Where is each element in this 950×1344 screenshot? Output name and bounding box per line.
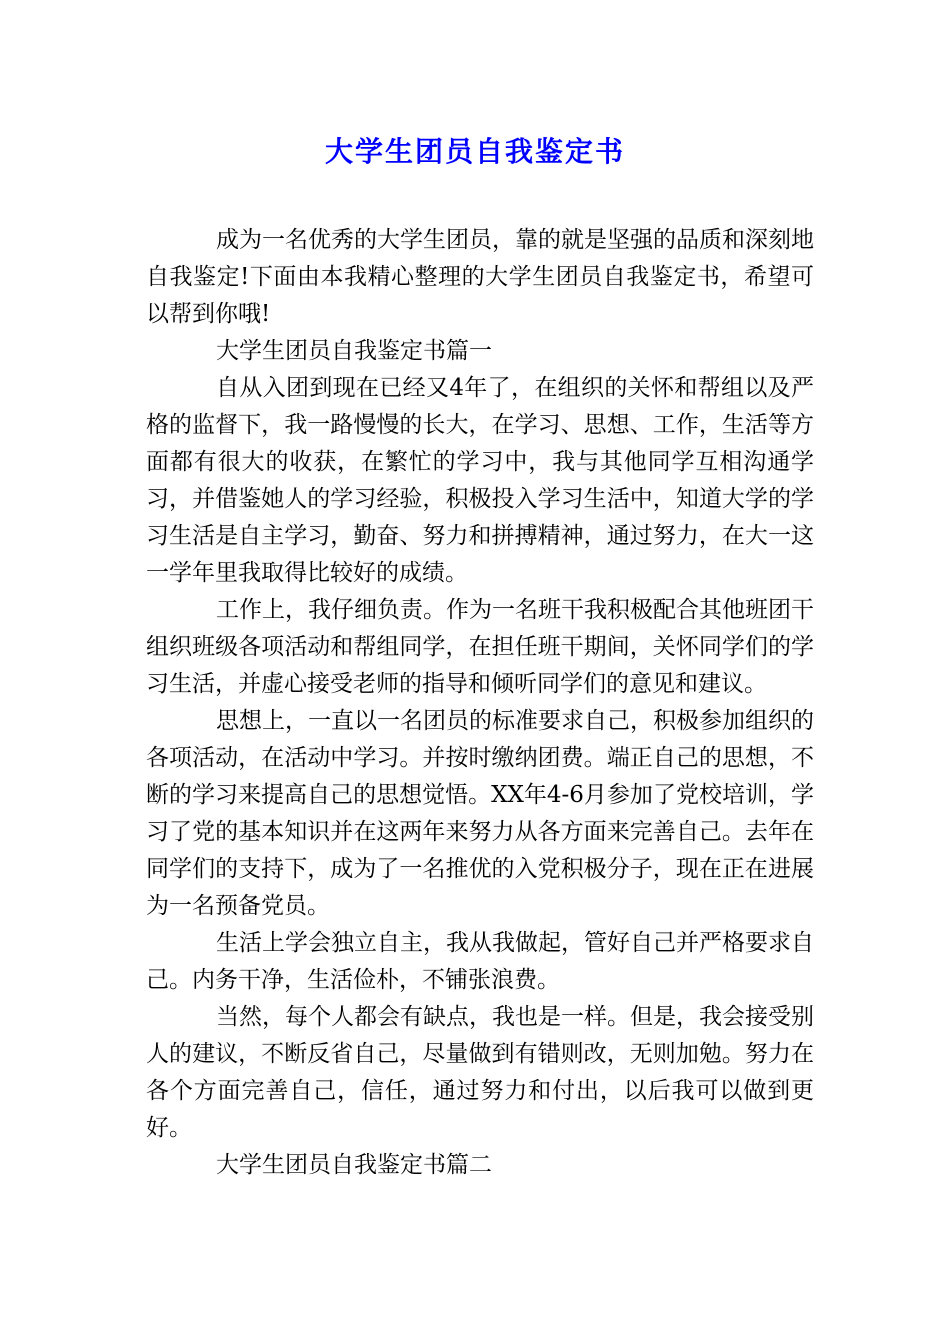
section-heading-1: 大学生团员自我鉴定书篇一 <box>216 338 492 364</box>
paragraph-study: 自从入团到现在已经又4年了，在组织的关怀和帮组以及严格的监督下，我一路慢慢的长大，在学习、思想、工作，生活等方面都有很大的收获，在繁忙的学习中，我与其他同学互相沟通学习，并借鉴她人的学习经验，积极投入学习生活中，知道大学的学习生活是自主学习，勤奋、努力和拼搏精神，通过努力，在大一这一学年里我取得比较好的成绩。 <box>146 375 814 586</box>
section-heading-2: 大学生团员自我鉴定书篇二 <box>216 1152 492 1178</box>
paragraph-life: 生活上学会独立自主，我从我做起，管好自己并严格要求自己。内务干净，生活俭朴，不铺张浪费。 <box>146 930 814 993</box>
paragraph-work: 工作上，我仔细负责。作为一名班干我积极配合其他班团干组织班级各项活动和帮组同学，在担任班干期间，关怀同学们的学习生活，并虚心接受老师的指导和倾听同学们的意见和建议。 <box>146 597 814 697</box>
paragraph-intro: 成为一名优秀的大学生团员，靠的就是坚强的品质和深刻地自我鉴定!下面由本我精心整理的大学生团员自我鉴定书，希望可以帮到你哦! <box>146 227 814 327</box>
paragraph-thought: 思想上，一直以一名团员的标准要求自己，积极参加组织的各项活动，在活动中学习。并按时缴纳团费。端正自己的思想，不断的学习来提高自己的思想觉悟。XX年4-6月参加了党校培训，学习了党的基本知识并在这两年来努力从各方面来完善自己。去年在同学们的支持下，成为了一名推优的入党积极分子，现在正在进展为一名预备党员。 <box>146 708 814 919</box>
document-body <box>146 222 814 1184</box>
document-title: 大学生团员自我鉴定书 <box>324 135 625 168</box>
paragraph-shortcomings: 当然，每个人都会有缺点，我也是一样。但是，我会接受别人的建议，不断反省自己，尽量做到有错则改，无则加勉。努力在各个方面完善自己，信任，通过努力和付出，以后我可以做到更好。 <box>146 1004 814 1141</box>
